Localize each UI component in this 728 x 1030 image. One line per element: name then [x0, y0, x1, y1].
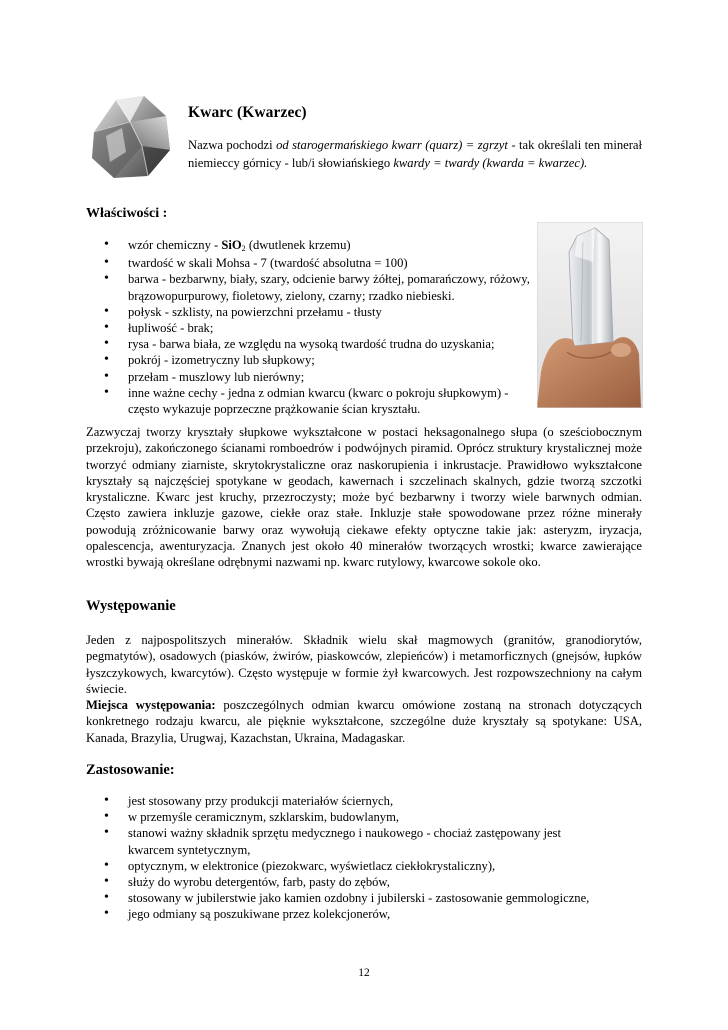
quartz-crystal-photo — [537, 222, 643, 408]
list-item: • twardość w skali Mohsa - 7 (twardość absolutna = 100) — [104, 255, 542, 271]
occurrence-places-label: Miejsca występowania: — [86, 698, 216, 713]
intro-etymology-2: kwardy = twardy (kwarda = kwarzec). — [393, 156, 588, 170]
occurrence-paragraph — [86, 632, 642, 746]
formula-label: wzór chemiczny - — [128, 238, 222, 252]
list-item: • stanowi ważny składnik sprzętu medycznego i naukowego - chociaż zastępowany jest kwarcem syntetycznym, — [104, 825, 644, 857]
list-item: • przełam - muszlowy lub nierówny; — [104, 369, 542, 385]
list-item: • optycznym, w elektronice (piezokwarc, wyświetlacz ciekłokrystaliczny), — [104, 858, 644, 874]
list-item: • jest stosowany przy produkcji materiałów ściernych, — [104, 793, 644, 809]
properties-list — [104, 237, 542, 417]
formula-suffix: (dwutlenek krzemu) — [245, 238, 351, 252]
quartz-specimen-image — [86, 92, 174, 182]
list-item: • stosowany w jubilerstwie jako kamien ozdobny i jubilerski - zastosowanie gemmologiczne, — [104, 890, 644, 906]
intro-text-1: Nazwa pochodzi — [188, 138, 277, 152]
formula-si: SiO — [221, 238, 242, 252]
formula-subscript: 2 — [241, 244, 246, 253]
uses-list — [104, 793, 644, 923]
uses-heading: Zastosowanie: — [86, 762, 175, 778]
description-paragraph: Zazwyczaj tworzy kryształy słupkowe wykształcone w postaci heksagonalnego słupa (o sześciobocznym przekroju), zakończonego ścianami romboedrów i podwójnych piramid. Oprócz struktury krystalicznej może tworzyć odmiany ziarniste, skrytokrystaliczne oraz naskorupienia i inkrustacje. Prawidłowo wykształcone kryształy są najczęściej spotykane w geodach, kawernach i szczelinach skalnych, gdzie tworzą szczotki krystaliczne. Kwarc jest kruchy, przezroczysty; może być bezbarwny i tworzy wiele barwnych odmian. Często zawiera inkluzje gazowe, ciekłe oraz stałe. Inkluzje stałe spowodowane przez różne minerały powodują zróżnicowanie barwy oraz wywołują ciekawe efekty optyczne takie jak: asteryzm, iryzacja, opalescencja, awenturyzacja. Znanych jest około 40 minerałów tworzących wrostki; kwarce zawierające wrostki bywają określane odrębnymi nazwami np. kwarc rutylowy, kwarcowe sokole oko. — [86, 425, 642, 570]
list-item — [104, 237, 542, 255]
intro-etymology-1: od starogermańskiego kwarr (quarz) = zgrzyt — [276, 138, 508, 152]
list-item: • służy do wyrobu detergentów, farb, pasty do zębów, — [104, 874, 644, 890]
occurrence-heading: Występowanie — [86, 598, 176, 614]
properties-heading: Właściwości : — [86, 206, 168, 221]
list-item: • barwa - bezbarwny, biały, szary, odcienie barwy żółtej, pomarańczowy, różowy, brązowopurpurowy, fioletowy, zielony, czarny; rzadko niebieski. — [104, 271, 542, 303]
list-item: • pokrój - izometryczny lub słupkowy; — [104, 352, 542, 368]
page-title: Kwarc (Kwarzec) — [188, 104, 307, 121]
list-item: • połysk - szklisty, na powierzchni przełamu - tłusty — [104, 304, 542, 320]
occurrence-text: Jeden z najpospolitszych minerałów. Składnik wielu skał magmowych (granitów, granodiorytów, pegmatytów), osadowych (piasków, żwirów, piaskowców, zlepieńców) i metamorficznych (gnejsów, łupków łyszczykowych, kwarcytów). Często występuje w formie żył kwarcowych. Jest rozpowszechniony na całym świecie. — [86, 633, 642, 696]
list-item: • jego odmiany są poszukiwane przez kolekcjonerów, — [104, 906, 644, 922]
occurrence-places-text: poszczególnych odmian kwarcu omówione zostaną na stronach dotyczących konkretnego rodzaju kwarcu, ale pięknie wykształcone, szczególne duże kryształy są spotykane: USA, Kanada, Brazylia, Urugwaj, Kazachstan, Ukraina, Madagaskar. — [86, 698, 642, 745]
intro-paragraph — [188, 136, 642, 172]
list-item: • w przemyśle ceramicznym, szklarskim, budowlanym, — [104, 809, 644, 825]
list-item: • inne ważne cechy - jedna z odmian kwarcu (kwarc o pokroju słupkowym) - często wykazuje poprzeczne prążkowanie ścian kryształu. — [104, 385, 542, 417]
page-number: 12 — [358, 967, 370, 979]
intro-text-2: - tak określali ten minerał niemieccy górnicy - lub/i słowiańskiego — [188, 138, 642, 170]
list-item: • rysa - barwa biała, ze względu na wysoką twardość trudna do uzyskania; — [104, 336, 542, 352]
list-item: • łupliwość - brak; — [104, 320, 542, 336]
